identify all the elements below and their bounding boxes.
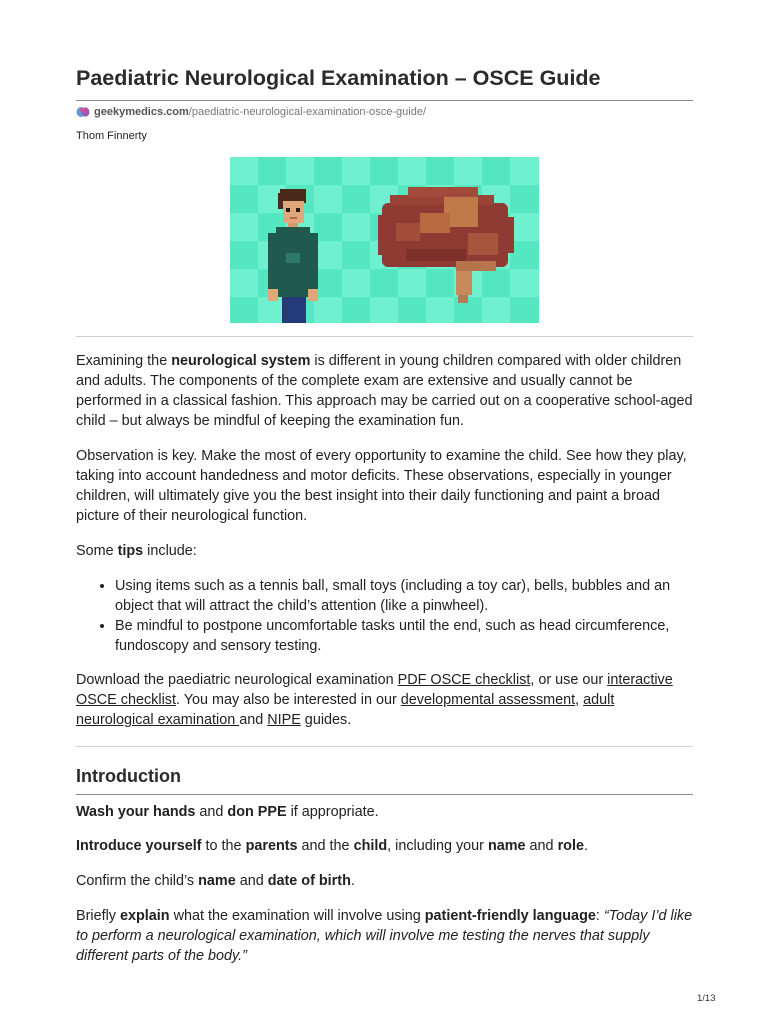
- page-title: Paediatric Neurological Examination – OSCE Guide: [76, 66, 601, 90]
- wash-hands-paragraph: Wash your hands and don PPE if appropriate.: [76, 804, 379, 820]
- section-divider: [76, 746, 693, 747]
- source-path[interactable]: /paediatric-neurological-examination-osce-guide/: [188, 106, 427, 118]
- intro-paragraph-2: Observation is key. Make the most of every opportunity to examine the child. See how they play, taking into account handedness and motor deficits. These observations, especially in younger children, will ultimately give you the best insight into their daily functioning and paint a broad picture of their neurological function.: [76, 448, 687, 524]
- list-item: • Be mindful to postpone uncomfortable tasks until the end, such as head circumference, fundoscopy and sensory testing.: [115, 616, 693, 656]
- nipe-link[interactable]: NIPE: [267, 712, 301, 728]
- page-number: 1/13: [697, 993, 716, 1004]
- geekymedics-logo-icon: [76, 106, 90, 118]
- pdf-checklist-link[interactable]: PDF OSCE checklist: [397, 672, 531, 688]
- source-url[interactable]: [76, 106, 426, 118]
- hero-image: [230, 157, 539, 323]
- developmental-assessment-link[interactable]: developmental assessment: [400, 692, 576, 708]
- interactive-checklist-link[interactable]: interactive OSCE checklist: [76, 672, 673, 708]
- tips-lead: Some tips include:: [76, 543, 197, 559]
- explain-paragraph: Briefly explain what the examination will involve using patient-friendly language: “Today I’d like to perform a neurological examination, which will involve me testing the nerves that supply different parts of the body.”: [76, 908, 693, 964]
- source-domain[interactable]: geekymedics.com: [94, 106, 189, 118]
- list-item: • Using items such as a tennis ball, small toys (including a toy car), bells, bubbles and an object that will attract the child’s attention (like a pinwheel).: [115, 576, 693, 616]
- title-divider: [76, 100, 693, 101]
- intro-paragraph-1: Examining the neurological system is different in young children compared with older children and adults. The components of the complete exam are extensive and usually cannot be performed in a classical fashion. This approach may be carried out on a cooperative school-aged child – but always be mindful of keeping the examination fun.: [76, 353, 693, 429]
- introduction-heading: Introduction: [76, 766, 181, 786]
- confirm-paragraph: Confirm the child’s name and date of birth.: [76, 873, 355, 889]
- adult-neuro-exam-link[interactable]: adult neurological examination: [76, 692, 615, 728]
- heading-divider: [76, 794, 693, 795]
- section-divider: [76, 336, 693, 337]
- author-name: Thom Finnerty: [76, 130, 147, 142]
- introduce-paragraph: Introduce yourself to the parents and the child, including your name and role.: [76, 838, 588, 854]
- download-paragraph: Download the paediatric neurological examination PDF OSCE checklist, or use our interactive OSCE checklist. You may also be interested in our developmental assessment, adult neurological examination and NIPE guides.: [76, 672, 673, 728]
- tips-list: [76, 576, 693, 656]
